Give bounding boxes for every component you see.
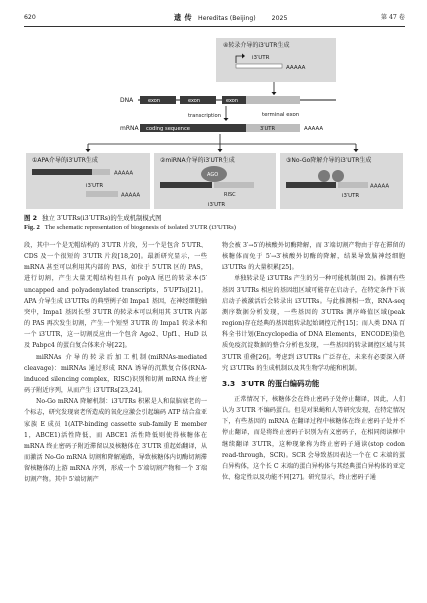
dna-exon-1-label: exon bbox=[148, 98, 161, 104]
box3-ribosome-2 bbox=[332, 170, 344, 182]
terminal-exon-label: terminal exon bbox=[262, 112, 300, 118]
dna-terminal-utr bbox=[246, 96, 300, 104]
box2-title: ②miRNA介导的i3′UTR生成 bbox=[160, 157, 235, 164]
running-header bbox=[24, 12, 405, 24]
left-paragraph-1: 段，其中一个是无帽结构的 3′UTR 片段，另一个是包含 5′UTR、CDS 及一个很短的 3′UTR 片段[18,20]。最新研究显示，一些 mRNA 甚至可以利用其内部的 PAS，如位于 5′UTR 区的 PAS，进行切割，产生大量无帽结构但具有 polyA 尾巴的转录本(5′ uncapped and polyadenylated transcripts，5′UPTs)[21]。APA 介导生成 i3′UTRs 的典型例子如 Impa1 基因，在神经细胞轴突中，Impa1 基因长型 3′UTR 的转录本可以利用其 3′UTR 内部的 PAS 再次发生切割，产生一个短型 3′UTR 的 Impa1 转录本和一个 i3′UTR，这一切割反应由一个包含 Ago2、Upf1、HuD 以及 Pabpc4 的蛋白复合体来介导[22]。 bbox=[24, 242, 207, 350]
box1-title: ①APA介导的i3′UTR生成 bbox=[32, 157, 98, 164]
right-paragraph-2: 单独转录是 i3′UTRs 产生的另一种可能机制(图 2)。推测有些基因 3′UTRs 相应的基因组区域可能存在启动子，在特定条件下该启动子被激活后会转录出 i3′UTRs。与此推测相一致，RNA-seq 测序数据分析发现，一些基因的 3′UTRs 测序峰值区域(peak region)存在经典的基因组转录起始调控元件[15]；而人类 DNA 百科全书计划(Encyclopedia of DNA Elements，ENCODE)染色质免疫沉淀数据的整合分析也发现，一些基因的转录调控区域与其 3′UTR 重叠[26]。考虑到 i3′UTRs 广泛存在，未来有必要深入研究 i3′UTRs 的生成机制以及其生物学功能和机制。 bbox=[222, 275, 405, 372]
volume-label: 第 47 卷 bbox=[380, 14, 405, 21]
box1-i3utr-bar bbox=[86, 191, 118, 197]
box4-i3utr-bar bbox=[236, 64, 282, 68]
box4-i3utr-label: i3′UTR bbox=[252, 55, 270, 61]
section-heading bbox=[222, 377, 405, 391]
box1-cds bbox=[32, 169, 92, 175]
box4-title: ④转录介导的i3′UTR生成 bbox=[223, 42, 290, 49]
section-title: 3′UTR 的蛋白编码功能 bbox=[241, 378, 320, 388]
figure-caption-cn-label: 图 2 bbox=[24, 214, 38, 222]
dna-exon-2-label: exon bbox=[188, 98, 201, 104]
figure-caption-en-text: The schematic representation of biogenesis of isolated 3′UTR (i3′UTRs) bbox=[44, 224, 236, 231]
box1-short-utr bbox=[92, 169, 110, 175]
figure-caption-en bbox=[24, 223, 405, 232]
box2-ago-label: AGO bbox=[207, 172, 219, 178]
body-column-right bbox=[222, 240, 405, 483]
box2-utr bbox=[214, 182, 254, 188]
box3-title: ③No-Go降解介导的i3′UTR生成 bbox=[286, 157, 372, 164]
dna-exon-3-label: exon bbox=[226, 98, 239, 104]
page-number: 620 bbox=[24, 14, 36, 21]
figure-2 bbox=[24, 36, 405, 212]
mrna-label: mRNA bbox=[120, 125, 139, 132]
journal-logo: 遗 传 bbox=[174, 13, 193, 22]
transcription-label: transcription bbox=[188, 113, 221, 119]
mrna-3utr-label: 3′UTR bbox=[260, 126, 276, 132]
left-paragraph-3: No-Go mRNA 降解机制：i3′UTRs 积累是人和鼠脑衰老的一个标志，研究发现衰老所造成的氧化应激会引起编码 ATP 结合盒亚家族 E 成员 1(ATP-binding cassette sub-family E member 1，ABCE1)活性降低，而 ABCE1 活性降低则使得核糖体在 mRNA 终止密码子附近滞留以及核糖体在 3′UTR 重起始翻译，从而激活 No-Go mRNA 切割和降解通路，导致核糖体内切酶切割滞留核糖体的上游 mRNA 序列，形成一个 5′端切割产物和一个 3′端切割产物。其中 5′端切割产 bbox=[24, 398, 207, 484]
left-paragraph-2: miRNAs 介导的转录后加工机制(miRNAs-mediated cleavage)：miRNAs 通过形成 RNA 诱导的沉默复合体(RNA-induced silencing complex，RISC)识别和切割 mRNA 终止密码子附近序列，从而产生 i3′UTRs[23,24]。 bbox=[24, 353, 207, 395]
right-paragraph-3: 正常情况下，核糖体会在终止密码子处停止翻译，因此，人们认为 3′UTR 不编码蛋白。但是对果蝇和人等研究发现，在特定情况下，有些基因的 mRNA 在翻译过程中核糖体在终止密码子处并不停止翻译，而是将终止密码子识别为有义密码子，在相同阅读框中继续翻译 3′UTR，这种现象称为终止密码子通读(stop codon read-through，SCR)。SCR 会导致基因表达一个在 C 末端的蛋白异构体，这个长 C 末端的蛋白异构体与其经典蛋白异构体的亚定位、稳定性以及功能不同[27]。研究显示，终止密码子通 bbox=[222, 395, 405, 481]
box1-polya: AAAAA bbox=[114, 170, 134, 177]
biogenesis-diagram bbox=[24, 36, 405, 212]
journal-title bbox=[174, 12, 287, 25]
figure-caption-cn-text: 独立 3′UTRs(i3′UTRs)的生成机制模式图 bbox=[42, 214, 162, 222]
mrna-cds-label: coding sequence bbox=[146, 126, 190, 132]
mrna-polya: AAAAA bbox=[304, 126, 324, 132]
box4-polya: AAAAA bbox=[286, 65, 306, 71]
figure-caption-en-label: Fig. 2 bbox=[24, 224, 40, 231]
body-column-left bbox=[24, 240, 207, 485]
journal-name: Hereditas (Beijing) bbox=[198, 15, 256, 22]
box2-i3utr-label: i3′UTR bbox=[208, 202, 226, 208]
figure-caption-cn bbox=[24, 214, 405, 223]
box1-polya-2: AAAAA bbox=[121, 192, 141, 199]
box2-risc-label: RISC bbox=[224, 192, 236, 198]
box3-polya: AAAAA bbox=[370, 183, 390, 190]
journal-year: 2025 bbox=[271, 15, 288, 22]
dna-label: DNA bbox=[120, 97, 134, 104]
branch-arrowheads bbox=[86, 149, 359, 152]
right-paragraph-1: 物会被 3′→5′的核酸外切酶降解，而 3′端切割产物由于存在滞留的核糖体而免于 5′→3′核酸外切酶的降解，结果导致脑神经细胞 i3′UTRs 的大量积累[25]。 bbox=[222, 242, 405, 272]
box1-i3utr-label: i3′UTR bbox=[86, 183, 104, 189]
box3-utr bbox=[338, 182, 368, 188]
box3-ribosome-1 bbox=[318, 170, 330, 182]
box2-cds bbox=[160, 182, 212, 188]
box3-i3utr-label: i3′UTR bbox=[342, 193, 360, 199]
header-rule bbox=[24, 26, 405, 27]
box4-connector-arrowhead bbox=[272, 92, 277, 95]
section-number: 3.3 bbox=[222, 378, 236, 388]
transcription-arrowhead bbox=[224, 118, 229, 121]
box3-cds bbox=[286, 182, 336, 188]
